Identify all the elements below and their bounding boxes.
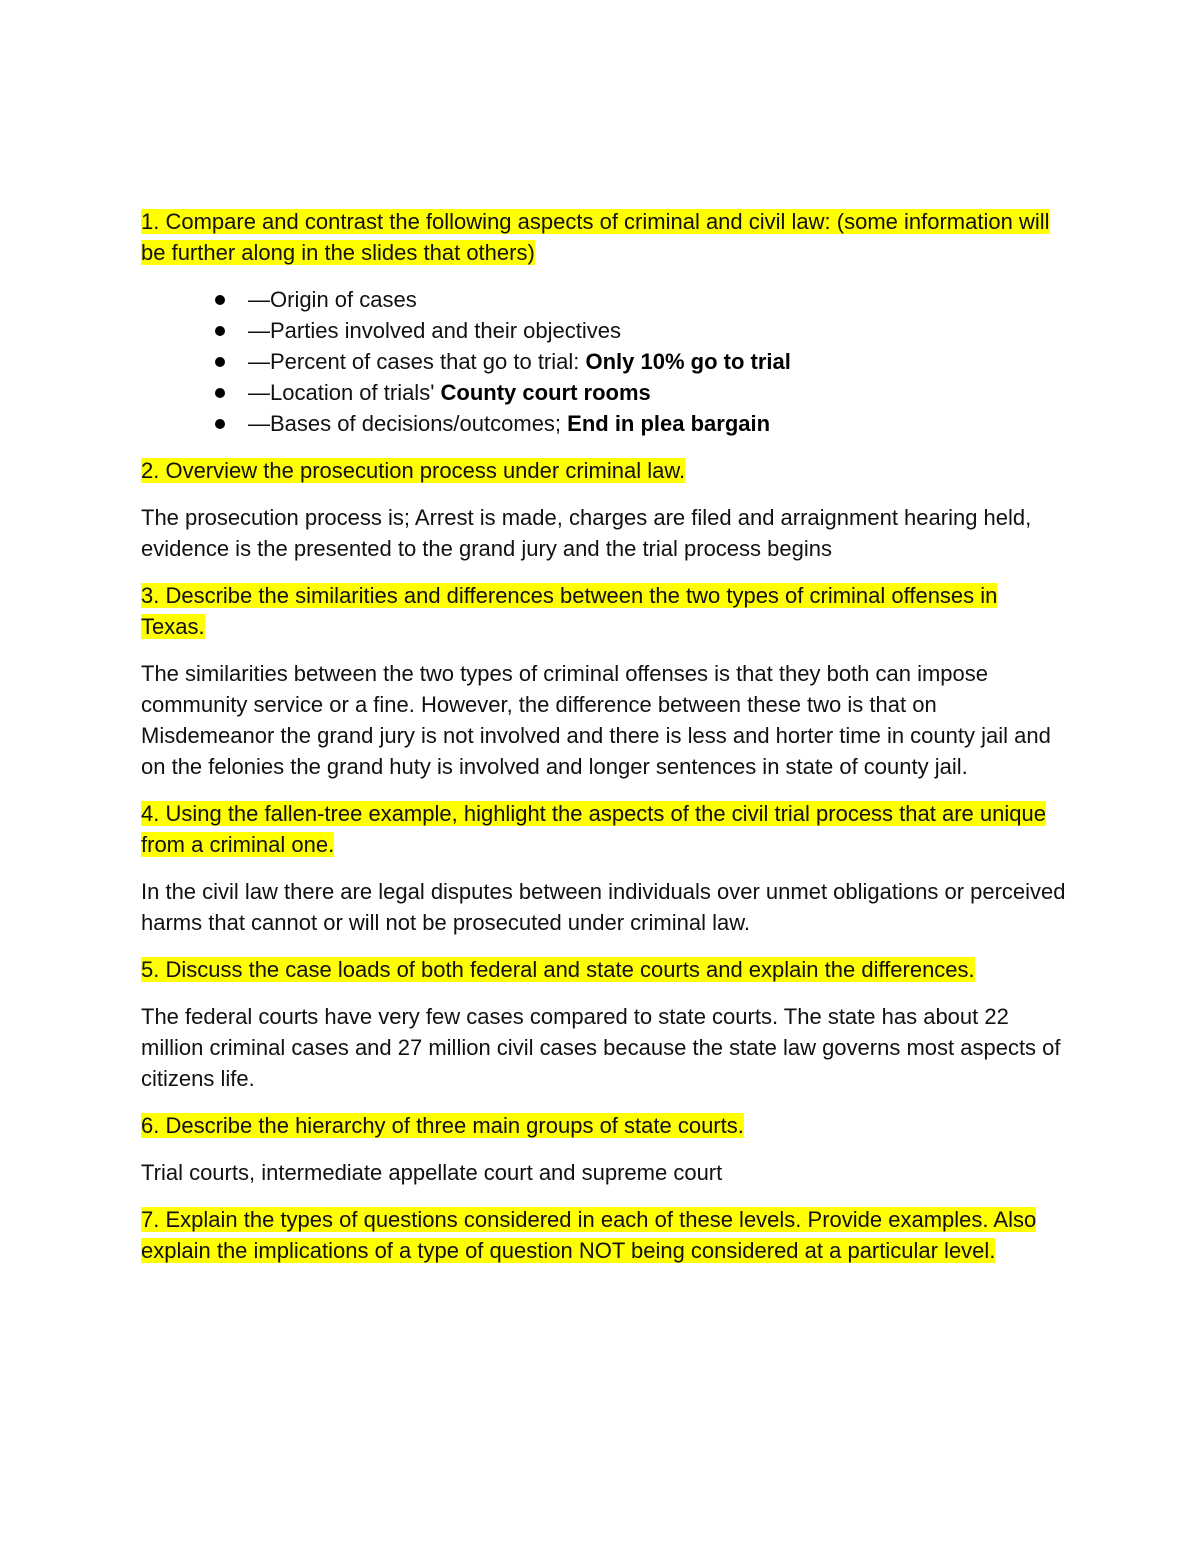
answer-4: In the civil law there are legal disputes between individuals over unmet obligations or perceived harms that cannot or will not be prosecuted under criminal law. xyxy=(141,879,1066,935)
answer-5: The federal courts have very few cases compared to state courts. The state has about 22 million criminal cases and 27 million civil cases because the state law governs most aspects of citizens life. xyxy=(141,1004,1061,1091)
list-item-text: —Origin of cases xyxy=(248,287,417,312)
bullet-icon xyxy=(215,388,225,398)
question-5 xyxy=(141,954,1066,985)
answer-2: The prosecution process is; Arrest is made, charges are filed and arraignment hearing held, evidence is the presented to the grand jury and the trial process begins xyxy=(141,505,1032,561)
question-2 xyxy=(141,455,1066,486)
bullet-icon xyxy=(215,419,225,429)
question-4-text: 4. Using the fallen-tree example, highlight the aspects of the civil trial process that are unique from a criminal one. xyxy=(141,801,1046,857)
bullet-icon xyxy=(215,326,225,336)
aspects-list xyxy=(141,284,1066,439)
bullet-icon xyxy=(215,295,225,305)
list-item xyxy=(141,408,1066,439)
list-item-text: —Percent of cases that go to trial: xyxy=(248,349,586,374)
question-7-text: 7. Explain the types of questions considered in each of these levels. Provide examples. Also explain the implications of a type of question NOT being considered at a particular level. xyxy=(141,1207,1037,1263)
list-item-text: —Location of trials' xyxy=(248,380,441,405)
question-4 xyxy=(141,798,1066,860)
question-5-text: 5. Discuss the case loads of both federal and state courts and explain the differences. xyxy=(141,957,975,982)
document-page xyxy=(141,206,1066,1282)
question-1-text: 1. Compare and contrast the following aspects of criminal and civil law: (some information will be further along in the slides that others) xyxy=(141,209,1050,265)
question-6 xyxy=(141,1110,1066,1141)
question-7 xyxy=(141,1204,1066,1266)
question-1 xyxy=(141,206,1066,268)
question-2-text: 2. Overview the prosecution process under criminal law. xyxy=(141,458,686,483)
list-item-answer: End in plea bargain xyxy=(567,411,771,436)
list-item xyxy=(141,346,1066,377)
question-3-text: 3. Describe the similarities and differences between the two types of criminal offenses in Texas. xyxy=(141,583,998,639)
question-6-text: 6. Describe the hierarchy of three main groups of state courts. xyxy=(141,1113,744,1138)
list-item xyxy=(141,284,1066,315)
question-3 xyxy=(141,580,1066,642)
answer-3: The similarities between the two types of criminal offenses is that they both can impose community service or a fine. However, the difference between these two is that on Misdemeanor the grand jury is not involved and there is less and horter time in county jail and on the felonies the grand huty is involved and longer sentences in state of county jail. xyxy=(141,661,1051,779)
answer-6: Trial courts, intermediate appellate court and supreme court xyxy=(141,1160,723,1185)
list-item xyxy=(141,377,1066,408)
list-item-text: —Parties involved and their objectives xyxy=(248,318,621,343)
list-item-answer: County court rooms xyxy=(440,380,651,405)
bullet-icon xyxy=(215,357,225,367)
list-item-text: —Bases of decisions/outcomes; xyxy=(248,411,568,436)
list-item xyxy=(141,315,1066,346)
list-item-answer: Only 10% go to trial xyxy=(585,349,791,374)
